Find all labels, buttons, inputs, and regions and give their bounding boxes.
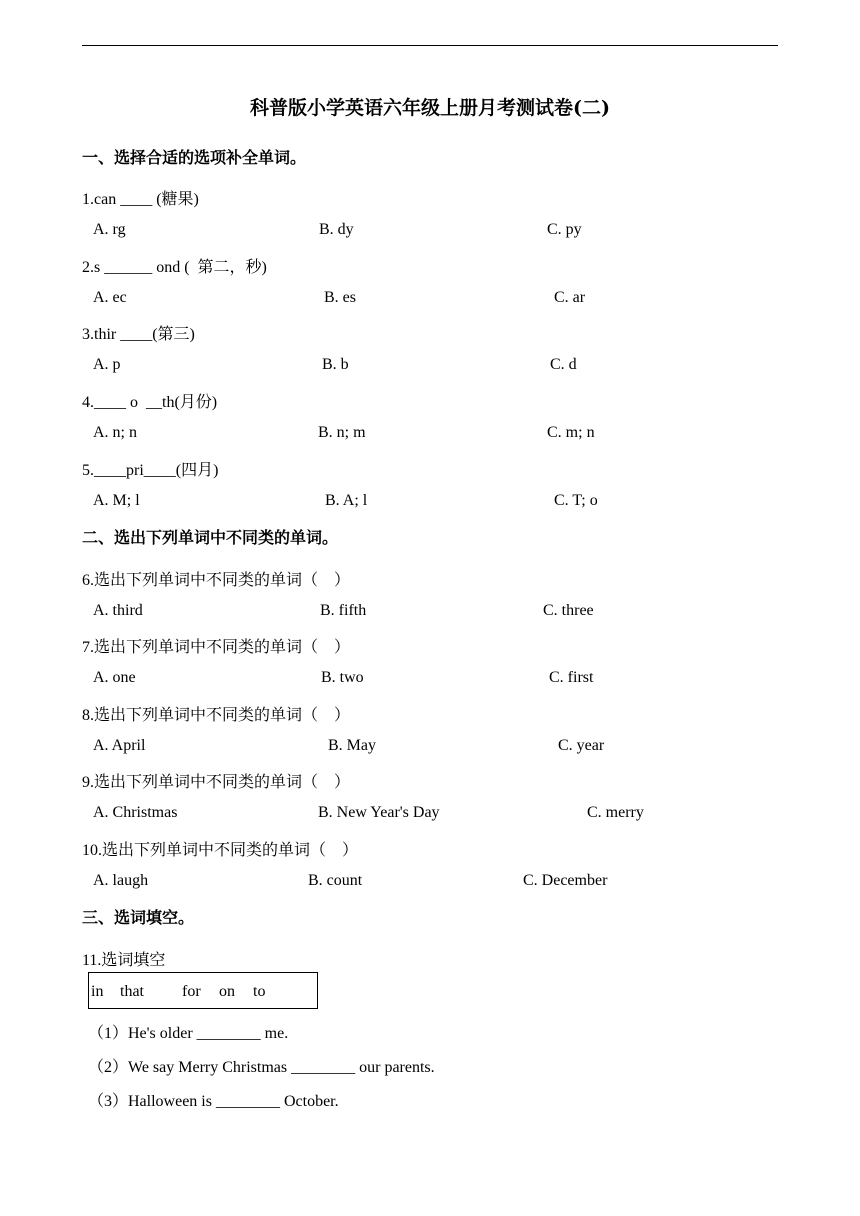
question-8: 8.选出下列单词中不同类的单词（ ） <box>82 707 351 724</box>
question-3: 3.thir ____(第三) <box>82 326 195 343</box>
question-6: 6.选出下列单词中不同类的单词（ ） <box>82 572 351 589</box>
option-9a: A. Christmas <box>93 804 178 821</box>
option-8c: C. year <box>558 737 605 754</box>
word-bank-item: that <box>120 983 144 1000</box>
option-1c: C. py <box>547 221 582 238</box>
fill-item-2: （2）We say Merry Christmas ________ our parents. <box>88 1059 435 1076</box>
option-6b: B. fifth <box>320 602 367 619</box>
option-3b: B. b <box>322 356 349 373</box>
section-heading-2: 二、选出下列单词中不同类的单词。 <box>82 528 339 547</box>
question-11: 11.选词填空 <box>82 952 166 969</box>
option-8b: B. May <box>328 737 376 754</box>
question-9: 9.选出下列单词中不同类的单词（ ） <box>82 774 351 791</box>
option-4b: B. n; m <box>318 424 366 441</box>
question-4: 4.____ o __th(月份) <box>82 394 218 411</box>
option-7a: A. one <box>93 669 136 686</box>
question-5: 5.____pri____(四月) <box>82 462 219 479</box>
option-6a: A. third <box>93 602 143 619</box>
option-4a: A. n; n <box>93 424 137 441</box>
option-7b: B. two <box>321 669 364 686</box>
header-rule <box>82 45 778 46</box>
word-bank-item: for <box>182 983 201 1000</box>
option-3c: C. d <box>550 356 577 373</box>
page-title: 科普版小学英语六年级上册月考测试卷(二) <box>250 97 610 119</box>
option-10b: B. count <box>308 872 363 889</box>
option-2a: A. ec <box>93 289 127 306</box>
section-heading-3: 三、选词填空。 <box>82 908 195 927</box>
option-10a: A. laugh <box>93 872 149 889</box>
option-4c: C. m; n <box>547 424 595 441</box>
fill-item-3: （3）Halloween is ________ October. <box>88 1093 339 1110</box>
option-1a: A. rg <box>93 221 126 238</box>
question-7: 7.选出下列单词中不同类的单词（ ） <box>82 639 351 656</box>
question-2: 2.s ______ ond ( 第二，秒) <box>82 259 267 276</box>
section-heading-1: 一、选择合适的选项补全单词。 <box>82 148 307 167</box>
option-10c: C. December <box>523 872 608 889</box>
question-1: 1.can ____ (糖果) <box>82 191 199 208</box>
option-2c: C. ar <box>554 289 586 306</box>
option-5c: C. T; o <box>554 492 598 509</box>
fill-item-1: （1）He's older ________ me. <box>88 1025 289 1042</box>
option-1b: B. dy <box>319 221 354 238</box>
option-6c: C. three <box>543 602 594 619</box>
word-bank-item: on <box>219 983 235 1000</box>
word-bank-item: to <box>253 983 266 1000</box>
question-10: 10.选出下列单词中不同类的单词（ ） <box>82 842 359 859</box>
option-5a: A. M; l <box>93 492 140 509</box>
option-2b: B. es <box>324 289 356 306</box>
option-9c: C. merry <box>587 804 644 821</box>
option-8a: A. April <box>93 737 146 754</box>
option-9b: B. New Year's Day <box>318 804 440 821</box>
option-7c: C. first <box>549 669 594 686</box>
word-bank-item: in <box>91 983 104 1000</box>
word-bank-box <box>88 972 318 1009</box>
option-3a: A. p <box>93 356 121 373</box>
option-5b: B. A; l <box>325 492 368 509</box>
